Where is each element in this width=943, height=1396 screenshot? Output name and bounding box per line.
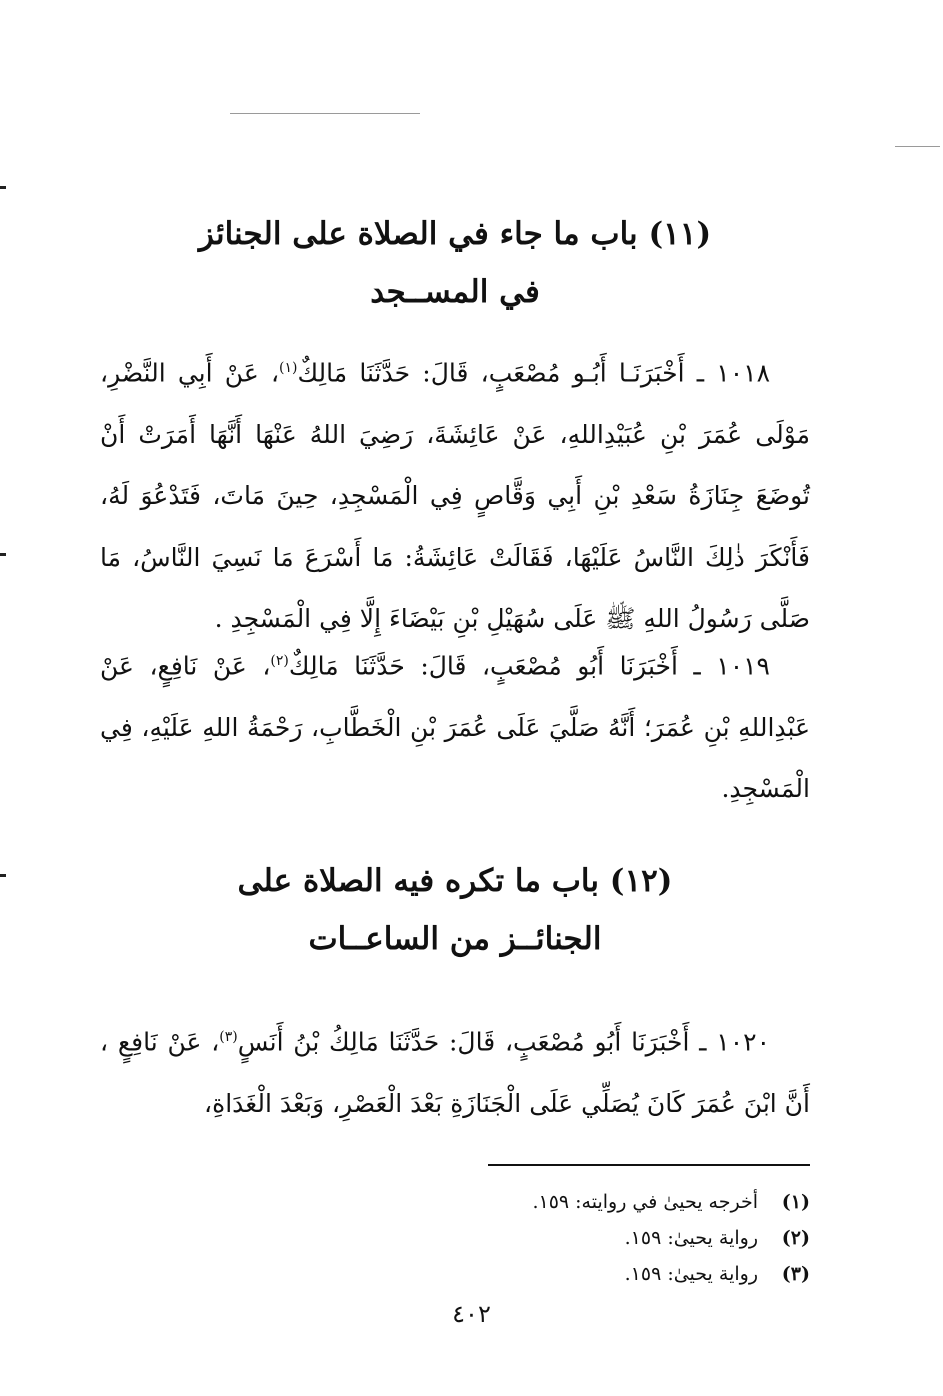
footnote-text: أخرجه يحيىٰ في روايته: ١٥٩. xyxy=(532,1191,758,1213)
hadith-text: ١٠٢٠ ـ أَخْبَرَنَا أَبُو مُصْعَبٍ، قَالَ: حَدَّثَنَا مَالِكُ بْنُ أَنَسٍ xyxy=(237,1027,770,1057)
hadith-text: ، عَنْ أَبِي النَّضْرِ، مَوْلَى عُمَرَ بْنِ عُبَيْدِاللهِ، عَنْ عَائِشَةَ، رَضِيَ اللهُ عَنْهَا أَنَّهَا أَمَرَتْ أَنْ تُوضَعَ جِنَازَةُ سَعْدِ بْنِ أَبِي وَقَّاصٍ فِي الْمَسْجِدِ، حِينَ مَاتَ، فَتَدْعُوَ لَهُ، فَأَنْكَرَ ذٰلِكَ النَّاسُ عَلَيْهَا، فَقَالَتْ عَائِشَةُ: مَا أَسْرَعَ مَا نَسِيَ النَّاسُ، مَا صَلَّى رَسُولُ اللهِ ﷺ عَلَى سُهَيْلِ بْنِ بَيْضَاءَ إِلَّا فِي الْمَسْجِدِ . xyxy=(100,358,810,634)
footnote-text: رواية يحيىٰ: ١٥٩. xyxy=(624,1263,758,1285)
chapter-heading xyxy=(100,205,810,321)
chapter-heading-line: (١٢) باب ما تكره فيه الصلاة على xyxy=(237,863,673,899)
hadith-paragraph xyxy=(100,338,810,650)
hadith-text: ، عَنْ نَافِعٍ ، أَنَّ ابْنَ عُمَرَ كَانَ يُصَلِّي عَلَى الْجَنَازَةِ بَعْدَ الْعَصْرِ، وَبَعْدَ الْغَدَاةِ، xyxy=(100,1027,810,1118)
footnote-number: (٢) xyxy=(781,1227,810,1249)
footnote-item xyxy=(310,1256,810,1292)
footnote-separator xyxy=(488,1164,810,1166)
footnote-text: رواية يحيىٰ: ١٥٩. xyxy=(624,1227,758,1249)
chapter-heading-line: الجنائــز من الساعــات xyxy=(308,921,602,957)
chapter-heading-line: في المســجد xyxy=(370,274,540,310)
edge-mark xyxy=(0,186,6,189)
scan-artifact-top-right xyxy=(895,146,940,147)
chapter-heading-line: (١١) باب ما جاء في الصلاة على الجنائز xyxy=(198,216,712,252)
edge-mark xyxy=(0,874,6,877)
footnote-reference: (١) xyxy=(279,360,298,376)
hadith-text: ١٠١٩ ـ أَخْبَرَنَا أَبُو مُصْعَبٍ، قَالَ: حَدَّثَنَا مَالِكٌ xyxy=(288,651,770,681)
footnote-number: (٣) xyxy=(781,1263,810,1285)
scan-artifact-top xyxy=(230,113,420,114)
chapter-heading xyxy=(100,852,810,968)
hadith-paragraph xyxy=(100,631,810,820)
footnote-item xyxy=(310,1220,810,1256)
page-number: ٤٠٢ xyxy=(452,1300,491,1328)
hadith-paragraph xyxy=(100,1007,810,1134)
hadith-text: ، عَنْ نَافِعٍ، عَنْ عَبْدِاللهِ بْنِ عُمَرَ؛ أَنَّهُ صَلَّيَ عَلَى عُمَرَ بْنِ الْخَطَّابِ، رَحْمَةُ اللهِ عَلَيْهِ، فِي الْمَسْجِدِ. xyxy=(100,651,810,804)
footnote-reference: (٣) xyxy=(219,1029,238,1045)
footnote-item xyxy=(310,1184,810,1220)
footnote-reference: (٢) xyxy=(270,653,289,669)
footnote-number: (١) xyxy=(781,1191,810,1213)
footnotes-list xyxy=(310,1184,810,1292)
edge-mark xyxy=(0,553,6,556)
hadith-text: ١٠١٨ ـ أَخْبَرَنَـا أَبُـو مُصْعَبٍ، قَالَ: حَدَّثَنَا مَالِكٌ xyxy=(297,358,771,388)
